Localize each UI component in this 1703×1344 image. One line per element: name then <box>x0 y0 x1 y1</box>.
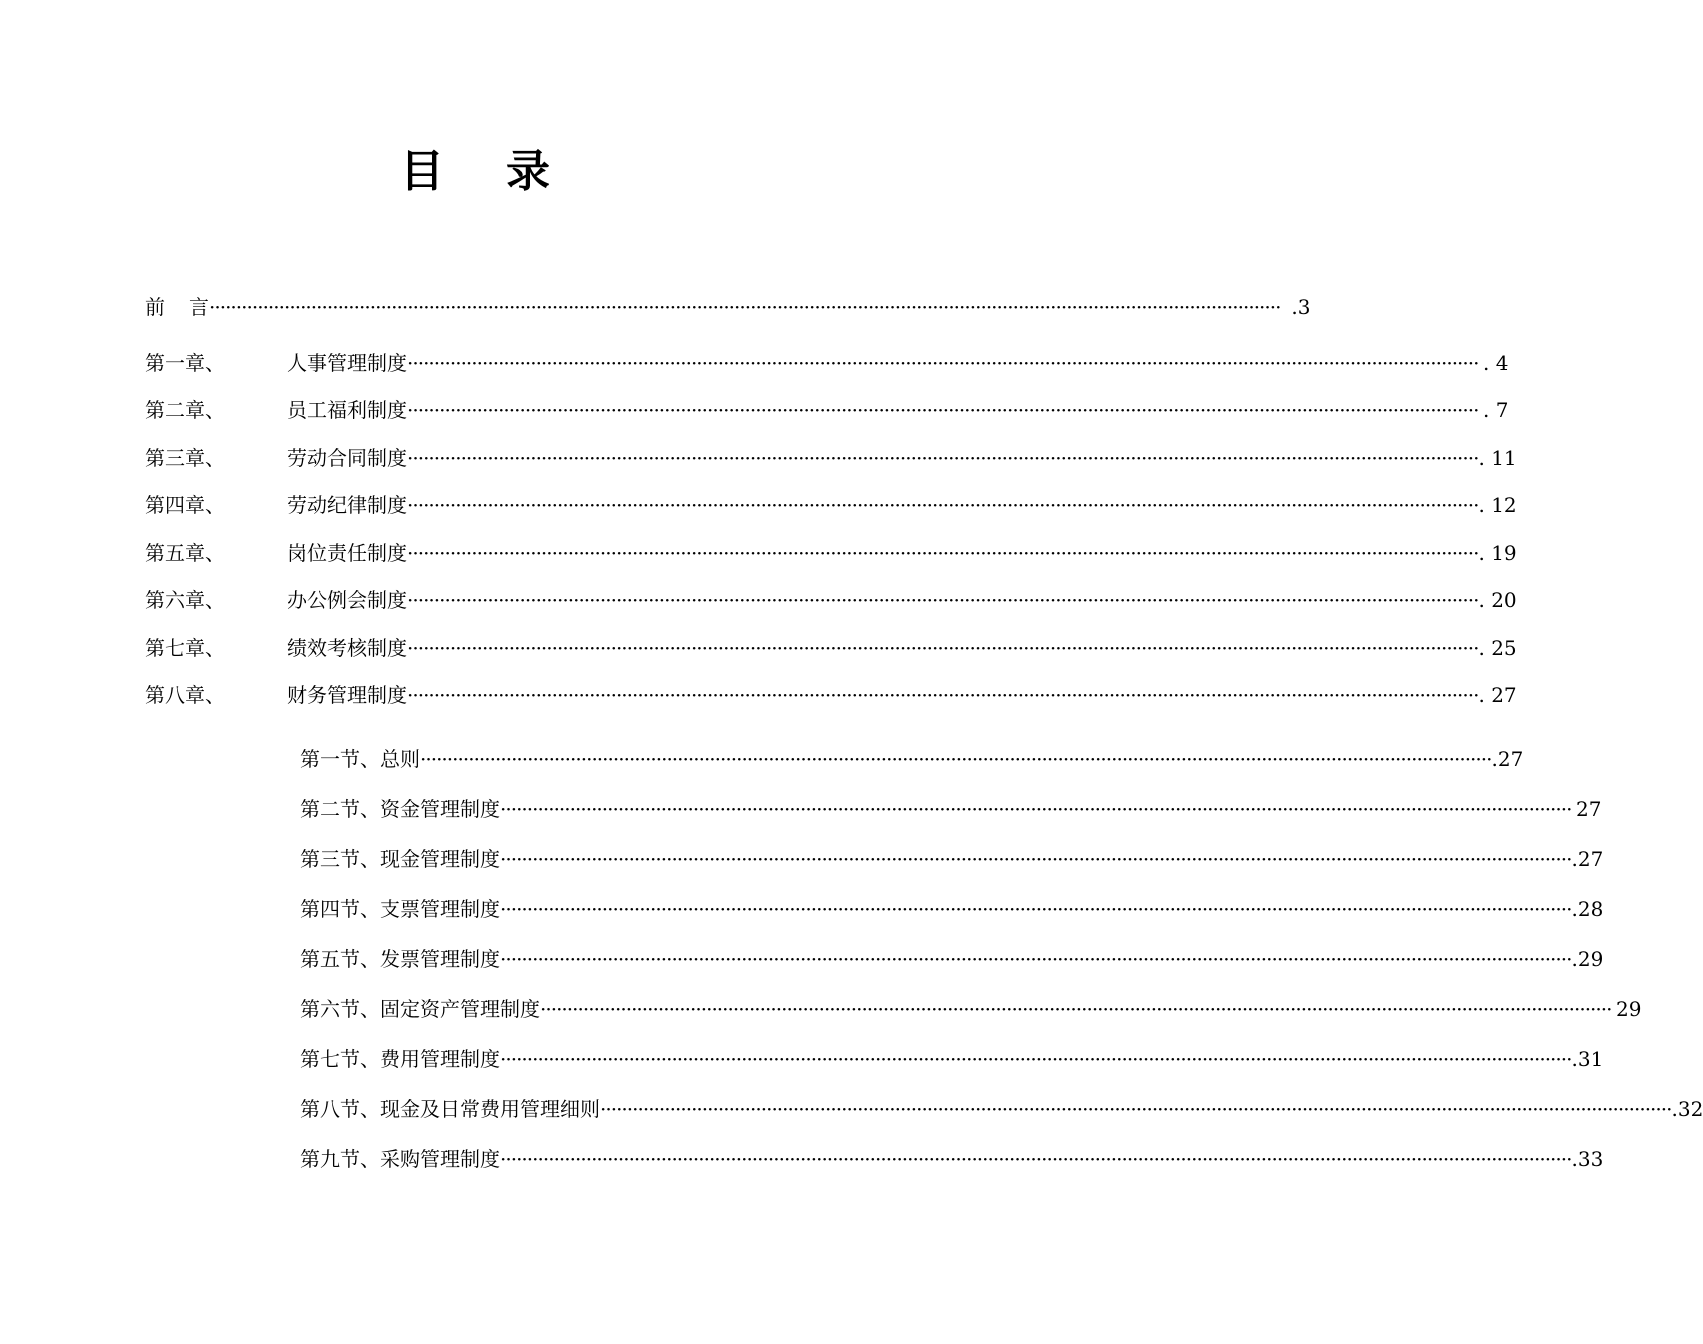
page-number: .33 <box>1571 1147 1604 1171</box>
section-title: 第七节、费用管理制度 <box>300 1047 500 1071</box>
toc-entry-section[interactable] <box>300 894 1604 924</box>
title-char: 目 <box>400 146 506 197</box>
section-title: 第四节、支票管理制度 <box>300 897 500 921</box>
toc-entry-section[interactable] <box>300 844 1604 874</box>
chapter-number: 第五章、 <box>145 541 225 565</box>
page-number: . 20 <box>1478 588 1517 612</box>
page-number: . 4 <box>1483 351 1509 375</box>
toc-entry-section[interactable] <box>300 1144 1604 1174</box>
chapter-title: 人事管理制度 <box>287 351 407 375</box>
page-title <box>0 142 950 202</box>
chapter-number: 第一章、 <box>145 351 225 375</box>
page-number: .3 <box>1291 295 1311 319</box>
page-number: 29 <box>1616 997 1642 1021</box>
chapter-number: 第六章、 <box>145 588 225 612</box>
page-number: . 25 <box>1478 636 1517 660</box>
section-title: 第五节、发票管理制度 <box>300 947 500 971</box>
toc-entry-chapter[interactable] <box>145 490 1517 520</box>
toc-entry-section[interactable] <box>300 994 1642 1024</box>
page-number: 27 <box>1576 797 1602 821</box>
chapter-number: 第七章、 <box>145 636 225 660</box>
dot-leader: ········································································································································································································ <box>500 1147 1572 1171</box>
page-number: .28 <box>1571 897 1604 921</box>
page-number: . 27 <box>1478 683 1517 707</box>
dot-leader: ········································································································································································································ <box>600 1097 1672 1121</box>
dot-leader: ········································································································································································································ <box>407 636 1479 660</box>
page-number: .27 <box>1571 847 1604 871</box>
page-number: .27 <box>1491 747 1524 771</box>
page-number: .29 <box>1571 947 1604 971</box>
dot-leader: ········································································································································································································ <box>500 797 1572 821</box>
dot-leader: ········································································································································································································ <box>407 351 1479 375</box>
chapter-number: 第三章、 <box>145 446 225 470</box>
dot-leader: ········································································································································································································ <box>500 847 1572 871</box>
toc-entry-chapter[interactable] <box>145 633 1517 663</box>
toc-entry-chapter[interactable] <box>145 348 1509 378</box>
toc-entry-section[interactable] <box>300 794 1602 824</box>
chapter-title: 劳动合同制度 <box>287 446 407 470</box>
toc-entry-chapter[interactable] <box>145 395 1509 425</box>
section-title: 第六节、固定资产管理制度 <box>300 997 540 1021</box>
toc-entry-section[interactable] <box>300 944 1604 974</box>
chapter-title: 员工福利制度 <box>287 398 407 422</box>
section-title: 第八节、现金及日常费用管理细则 <box>300 1097 600 1121</box>
dot-leader: ········································································································································································································ <box>540 997 1612 1021</box>
dot-leader: ········································································································································································································ <box>407 541 1479 565</box>
dot-leader: ········································································································································································································ <box>500 1047 1572 1071</box>
chapter-title: 劳动纪律制度 <box>287 493 407 517</box>
section-title: 第二节、资金管理制度 <box>300 797 500 821</box>
chapter-number: 第八章、 <box>145 683 225 707</box>
page-number: .31 <box>1571 1047 1604 1071</box>
toc-entry-chapter[interactable] <box>145 443 1517 473</box>
chapter-title: 财务管理制度 <box>287 683 407 707</box>
section-title: 第一节、总则 <box>300 747 420 771</box>
chapter-number: 第二章、 <box>145 398 225 422</box>
dot-leader: ········································································································································································································ <box>407 446 1479 470</box>
page-number: . 7 <box>1483 398 1509 422</box>
page-number: . 12 <box>1478 493 1517 517</box>
dot-leader: ········································································································································································································ <box>209 295 1281 319</box>
toc-entry-preface[interactable] <box>145 292 1311 322</box>
dot-leader: ········································································································································································································ <box>407 588 1479 612</box>
toc-entry-chapter[interactable] <box>145 680 1517 710</box>
title-char: 录 <box>506 146 612 197</box>
toc-entry-section[interactable] <box>300 1044 1604 1074</box>
chapter-title: 岗位责任制度 <box>287 541 407 565</box>
dot-leader: ········································································································································································································ <box>500 897 1572 921</box>
toc-entry-section[interactable] <box>300 744 1524 774</box>
chapter-title: 办公例会制度 <box>287 588 407 612</box>
page-number: . 19 <box>1478 541 1517 565</box>
preface-label: 前言 <box>145 295 209 319</box>
toc-entry-chapter[interactable] <box>145 585 1517 615</box>
chapter-title: 绩效考核制度 <box>287 636 407 660</box>
dot-leader: ········································································································································································································ <box>407 683 1479 707</box>
chapter-number: 第四章、 <box>145 493 225 517</box>
dot-leader: ········································································································································································································ <box>500 947 1572 971</box>
dot-leader: ········································································································································································································ <box>420 747 1492 771</box>
toc-entry-chapter[interactable] <box>145 538 1517 568</box>
dot-leader: ········································································································································································································ <box>407 398 1479 422</box>
page-number: . 11 <box>1478 446 1517 470</box>
dot-leader: ········································································································································································································ <box>407 493 1479 517</box>
section-title: 第三节、现金管理制度 <box>300 847 500 871</box>
section-title: 第九节、采购管理制度 <box>300 1147 500 1171</box>
toc-entry-section[interactable] <box>300 1094 1703 1124</box>
page-number: .32 <box>1671 1097 1703 1121</box>
